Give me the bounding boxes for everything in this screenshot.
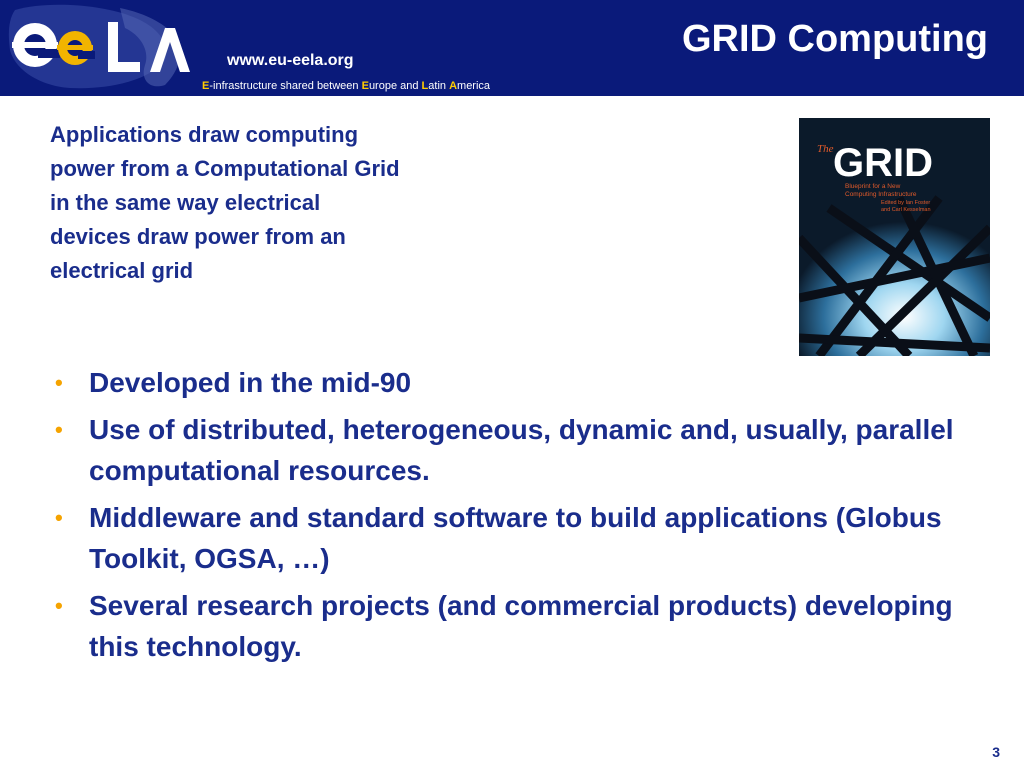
cover-editors2: and Carl Kesselman [881, 207, 931, 213]
bullet-item [48, 362, 998, 403]
intro-line: electrical grid [50, 258, 194, 283]
bullet-item [48, 585, 998, 667]
page-number: 3 [992, 744, 1000, 760]
intro-line: devices draw power from an [50, 224, 346, 249]
bullet-text: Several research projects (and commercial products) developing this technology. [89, 590, 953, 662]
book-cover-art [799, 118, 990, 356]
tagline-l: L [421, 80, 429, 92]
tagline-e1: E [202, 80, 210, 92]
tagline-e2: E [361, 80, 369, 92]
tagline [202, 80, 490, 92]
bullet-item [48, 497, 998, 579]
cover-subtitle2: Computing Infrastructure [845, 191, 917, 198]
bullet-icon: • [55, 417, 63, 442]
cover-the: The [817, 143, 834, 155]
slide-title: GRID Computing [681, 18, 988, 60]
intro-line: Applications draw computing [50, 122, 359, 147]
bullet-text: Use of distributed, heterogeneous, dynamic and, usually, parallel computational resources. [89, 414, 954, 486]
tagline-a: A [449, 80, 458, 92]
cover-editors1: Edited by Ian Foster [881, 200, 931, 206]
intro-paragraph [50, 118, 520, 288]
tagline-part4: urope and [368, 80, 422, 92]
tagline-part6: atin [428, 80, 450, 92]
site-url[interactable]: www.eu-eela.org [227, 52, 354, 69]
bullet-text: Middleware and standard software to build applications (Globus Toolkit, OGSA, …) [89, 502, 942, 574]
intro-line: power from a Computational Grid [50, 156, 400, 181]
bullet-item [48, 409, 998, 491]
bullet-list [48, 362, 998, 673]
intro-line: in the same way electrical [50, 190, 321, 215]
bullet-icon: • [55, 505, 63, 530]
tagline-part2: -infrastructure shared between [209, 80, 362, 92]
cover-title: GRID [833, 141, 933, 185]
book-cover-image [799, 118, 990, 356]
cover-subtitle1: Blueprint for a New [845, 183, 901, 190]
tagline-part8: merica [457, 80, 491, 92]
bullet-text: Developed in the mid-90 [89, 367, 412, 398]
bullet-icon: • [55, 593, 63, 618]
header-banner [0, 0, 1024, 96]
bullet-icon: • [55, 370, 63, 395]
eela-logo [0, 0, 200, 96]
